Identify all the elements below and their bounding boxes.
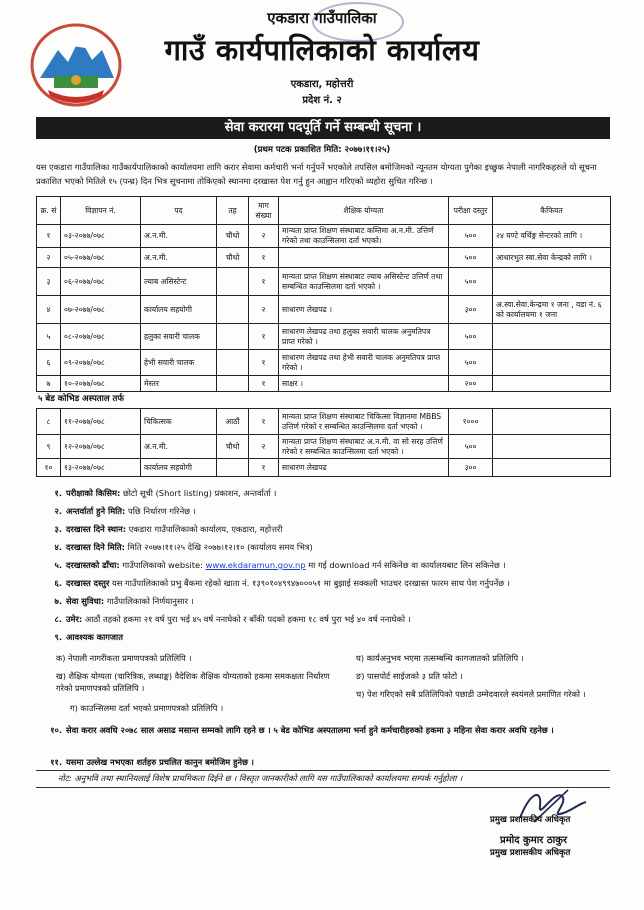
- cell-qualification: साधारण लेखपढ तथा हेभी सवारी चालक अनुमतिपत्र प्राप्त गरेको ।: [279, 350, 449, 376]
- cell-demand: २: [249, 225, 279, 248]
- cell-demand: १: [249, 268, 279, 296]
- cell-level: [217, 376, 249, 392]
- cell-post: अ.न.मी.: [141, 435, 217, 459]
- table-row: [37, 409, 611, 435]
- cell-sn: १०: [37, 459, 61, 477]
- website-link[interactable]: www.ekdaramun.gov.np: [205, 560, 306, 570]
- cell-remarks: [493, 435, 611, 459]
- cell-demand: १: [249, 324, 279, 350]
- document-item: ग) काउन्सिलमा दर्ता भएको प्रमाणपत्रको प्रतिलिपि ।: [70, 703, 224, 713]
- covid-section-heading: ५ बेड कोभिड अस्पताल तर्फ: [38, 394, 124, 404]
- cell-fee: ५००: [449, 248, 493, 268]
- office-location: एकडारा, महोत्तरी: [290, 79, 354, 90]
- cell-remarks: अ.स्वा.सेवा.केन्द्रमा १ जना , वडा नं. ६ को कार्यालयमा १ जना: [493, 296, 611, 324]
- table-row: [37, 459, 611, 477]
- table-row: [37, 376, 611, 392]
- cell-remarks: [493, 350, 611, 376]
- table-row: [37, 350, 611, 376]
- municipality-name: एकडारा गाउँपालिका: [267, 9, 377, 27]
- signatory-title: प्रमुख प्रशासकीय अधिकृत: [490, 815, 571, 825]
- cell-qualification: मान्यता प्राप्त शिक्षण संस्थाबाट अ.न.मी. वा सो सरह उत्तिर्ण गरेको र सम्बन्धित काउन्सिलमा दर्ता भएको ।: [279, 435, 449, 459]
- cell-ad-no: ०९-२०७७/०७८: [61, 350, 141, 376]
- cell-remarks: [493, 268, 611, 296]
- cell-sn: २: [37, 248, 61, 268]
- signatory-designation: प्रमुख प्रशासकीय अधिकृत: [490, 848, 571, 858]
- table-row: [37, 268, 611, 296]
- cell-post: मेस्तर: [141, 376, 217, 392]
- cell-qualification: साधारण लेखपढ तथा हलुका सवारी चालक अनुमतिपत्र प्राप्त गरेको ।: [279, 324, 449, 350]
- cell-level: [217, 459, 249, 477]
- list-item: ६. दरखास्त दस्तुर यस गाउँपालिकाको प्रभु बैंकमा रहेको खाता नं. १३९०१०४९९४७०००५१ मा बुझाई सक्कली भाउचर दरखास्त फारम साथ पेश गर्नुपर्नेछ ।: [54, 578, 510, 588]
- cell-ad-no: ०८-२०७७/०७८: [61, 324, 141, 350]
- col-demand: माग संख्या: [249, 197, 279, 225]
- vacancy-table: [36, 196, 611, 392]
- cell-sn: ७: [37, 376, 61, 392]
- document-item: ख) शैक्षिक योग्यता (चारित्रिक, लब्धाङ्क) वैदेशिक शैक्षिक योग्यताको हकमा समकक्षता निर्धारण गरेको प्रमाणपत्रको प्रतिलिपि ।: [56, 671, 330, 693]
- list-item: १०. सेवा करार अवधि २०७८ साल असाढ मसान्त सम्मको लागि रहने छ । ५ बेड कोभिड अस्पतालमा भर्ना हुने कर्मचारीहरुको हकमा ३ महिना सेवा करार अवधि रहनेछ ।: [50, 725, 554, 735]
- cell-level: चौथो: [217, 435, 249, 459]
- intro-paragraph: यस एकडारा गाउँपालिका गाउँकार्यपालिकाको कार्यालयमा लागि करार सेवामा कर्मचारी भर्ना गर्नुपर्ने भएकोले तपसिल बमोजिमको न्यूनतम योग्यता पुगेका इच्छुक नेपाली नागरिकहरुले यो सूचना प्रकाशित भएको मितिले १५ (पन्ध्र) दिन भित्र सूचनामा तोकिएको स्थानमा दरखास्त पेश गर्नु हुन आह्वान गरिएको व्यहोरा सुचित गरिन्छ ।: [36, 162, 597, 186]
- cell-level: चौथो: [217, 225, 249, 248]
- cell-ad-no: १०-२०७७/०७८: [61, 376, 141, 392]
- cell-qualification: मान्यता प्राप्त शिक्षण संस्थाबाट ल्याब असिस्टेन्ट उत्तिर्ण तथा सम्बन्धित काउन्सिलमा दर्ता भएको ।: [279, 268, 449, 296]
- cell-demand: २: [249, 435, 279, 459]
- table-row: [37, 435, 611, 459]
- list-item: ११. यसमा उल्लेख नभएका शर्तहरु प्रचलित कानुन बमोजिम हुनेछ ।: [50, 757, 254, 767]
- cell-qualification: साधारण लेखपढ: [279, 459, 449, 477]
- cell-qualification: [279, 248, 449, 268]
- col-sn: क्र. सं: [37, 197, 61, 225]
- list-item: २. अन्तर्वार्ता हुने मिति: पछि निर्धारण गरिनेछ ।: [54, 506, 196, 516]
- cell-fee: २००: [449, 376, 493, 392]
- cell-qualification: मान्यता प्राप्त शिक्षण संस्थाबाट चिकित्सा विज्ञानमा MBBS उत्तिर्ण गरेको र सम्बन्धित काउन्सिलमा दर्ता भएको ।: [279, 409, 449, 435]
- signatory-name: प्रमोद कुमार ठाकुर: [500, 835, 568, 846]
- cell-qualification: साधारण लेखपढ ।: [279, 296, 449, 324]
- cell-sn: ३: [37, 268, 61, 296]
- cell-fee: ५००: [449, 435, 493, 459]
- cell-post: अ.न.मी.: [141, 248, 217, 268]
- document-item: क) नेपाली नागरीकता प्रमाणपत्रको प्रतिलिपि ।: [56, 653, 192, 663]
- cell-ad-no: १३-२०७७/०७८: [61, 459, 141, 477]
- cell-level: [217, 296, 249, 324]
- cell-post: हेभी सवारी चालक: [141, 350, 217, 376]
- col-ad-no: विज्ञापन नं.: [61, 197, 141, 225]
- table-header-row: [37, 197, 611, 225]
- cell-post: चिकित्सक: [141, 409, 217, 435]
- cell-remarks: आधारभुत स्वा.सेवा केन्द्रको लागि ।: [493, 248, 611, 268]
- col-fee: परीक्षा दस्तुर: [449, 197, 493, 225]
- cell-ad-no: ०७-२०७७/०७८: [61, 296, 141, 324]
- list-item: ३. दरखास्त दिने स्थान: एकडारा गाउँपालिकाको कार्यालय, एकडारा, महोत्तरी: [54, 524, 283, 534]
- list-item: १. परीक्षाको किसिम: छोटो सूची (Short listing) प्रकाशन, अन्तर्वार्ता ।: [54, 488, 277, 498]
- cell-sn: ९: [37, 435, 61, 459]
- cell-ad-no: ११-२०७७/०७८: [61, 409, 141, 435]
- table-row: [37, 248, 611, 268]
- list-item: ९. आवश्यक कागजात: [54, 632, 123, 642]
- list-item: ८. उमेर: आठौं तहको हकमा २१ वर्ष पुरा भई ४५ वर्ष ननाघेको र बाँकी पदको हकमा १८ वर्ष पुरा भई ४० वर्ष ननाघेको ।: [54, 614, 411, 624]
- document-item: च) पेश गरिएको सबै प्रतिलिपिको पछाडी उम्मेदवारले स्वयंमले प्रमाणित गरेको ।: [356, 689, 586, 699]
- cell-qualification: मान्यता प्राप्त शिक्षण संस्थाबाट कम्तिमा अ.न.मी. उत्तिर्ण गरेको तथा काउन्सिलमा दर्ता भएको।: [279, 225, 449, 248]
- cell-sn: ६: [37, 350, 61, 376]
- cell-post: कार्यालय सहयोगी: [141, 296, 217, 324]
- cell-fee: १०००: [449, 409, 493, 435]
- cell-sn: ४: [37, 296, 61, 324]
- cell-remarks: २४ घण्टे वर्थिङ्ग सेन्टरको लागि ।: [493, 225, 611, 248]
- col-qualification: शैक्षिक योग्यता: [279, 197, 449, 225]
- cell-sn: ५: [37, 324, 61, 350]
- cell-fee: ५००: [449, 324, 493, 350]
- cell-ad-no: ०३-२०७७/०७८: [61, 225, 141, 248]
- divider: [36, 770, 610, 771]
- cell-remarks: [493, 376, 611, 392]
- cell-demand: १: [249, 376, 279, 392]
- list-item: ४. दरखास्त दिने मिति: मिति २०७७।११।२५ देखि २०७७।१२।१० (कार्यालय समय भित्र): [54, 542, 313, 552]
- office-name: गाउँ कार्यपालिकाको कार्यालय: [164, 33, 480, 67]
- cell-demand: १: [249, 248, 279, 268]
- cell-level: [217, 350, 249, 376]
- cell-post: हलुका सवारी चालक: [141, 324, 217, 350]
- publish-date: (प्रथम पटक प्रकाशित मिति: २०७७।११।२५): [253, 145, 391, 155]
- cell-demand: १: [249, 459, 279, 477]
- cell-ad-no: ०६-२०७७/०७८: [61, 268, 141, 296]
- cell-remarks: [493, 459, 611, 477]
- cell-fee: ५००: [449, 225, 493, 248]
- cell-level: आठौं: [217, 409, 249, 435]
- col-level: तह: [217, 197, 249, 225]
- cell-level: [217, 268, 249, 296]
- list-item: ७. सेवा सुविधा: गाउँपालिकाको निर्णयानुसार ।: [54, 596, 194, 606]
- cell-sn: ८: [37, 409, 61, 435]
- cell-demand: १: [249, 409, 279, 435]
- table-row: [37, 225, 611, 248]
- cell-remarks: [493, 324, 611, 350]
- notice-title: सेवा करारमा पदपूर्ति गर्ने सम्बन्धी सूचना ।: [36, 117, 610, 139]
- cell-level: [217, 324, 249, 350]
- cell-demand: १: [249, 350, 279, 376]
- document-item: घ) कार्यअनुभव भएमा तत्सम्बन्धि कागजातको प्रतिलिपि ।: [356, 653, 524, 663]
- cell-post: कार्यालय सहयोगी: [141, 459, 217, 477]
- cell-qualification: साक्षर ।: [279, 376, 449, 392]
- cell-fee: ५००: [449, 268, 493, 296]
- cell-sn: १: [37, 225, 61, 248]
- footer-note: नोट: अनुभवि तथा स्थानियलाई विशेष प्राथमिकता दिईने छ । विस्तृत जानकारीको लागि यस गाउँपालिकाको कार्यालयमा सम्पर्क गर्नुहोला ।: [58, 773, 463, 783]
- table-row: [37, 324, 611, 350]
- cell-ad-no: १२-२०७७/०७८: [61, 435, 141, 459]
- table-row: [37, 296, 611, 324]
- cell-fee: ३००: [449, 459, 493, 477]
- document-item: ङ) पासपोर्ट साईजको ३ प्रति फोटो ।: [356, 671, 463, 681]
- cell-remarks: [493, 409, 611, 435]
- covid-vacancy-table: [36, 408, 611, 477]
- cell-fee: ५००: [449, 350, 493, 376]
- cell-demand: २: [249, 296, 279, 324]
- col-post: पद: [141, 197, 217, 225]
- cell-ad-no: ०५-२०७७/०७८: [61, 248, 141, 268]
- cell-post: ल्याब असिस्टेन्ट: [141, 268, 217, 296]
- cell-level: चौथो: [217, 248, 249, 268]
- cell-fee: ३००: [449, 296, 493, 324]
- col-remarks: कैफियत: [493, 197, 611, 225]
- list-item: ५. दरखास्तको ढाँचा: गाउँपालिकाको website: www.ekdaramun.gov.np मा गई download गर्न सकिनेछ वा कार्यालयबाट लिन सकिनेछ ।: [54, 560, 506, 570]
- cell-post: अ.न.मी.: [141, 225, 217, 248]
- province: प्रदेश नं. २: [302, 95, 342, 106]
